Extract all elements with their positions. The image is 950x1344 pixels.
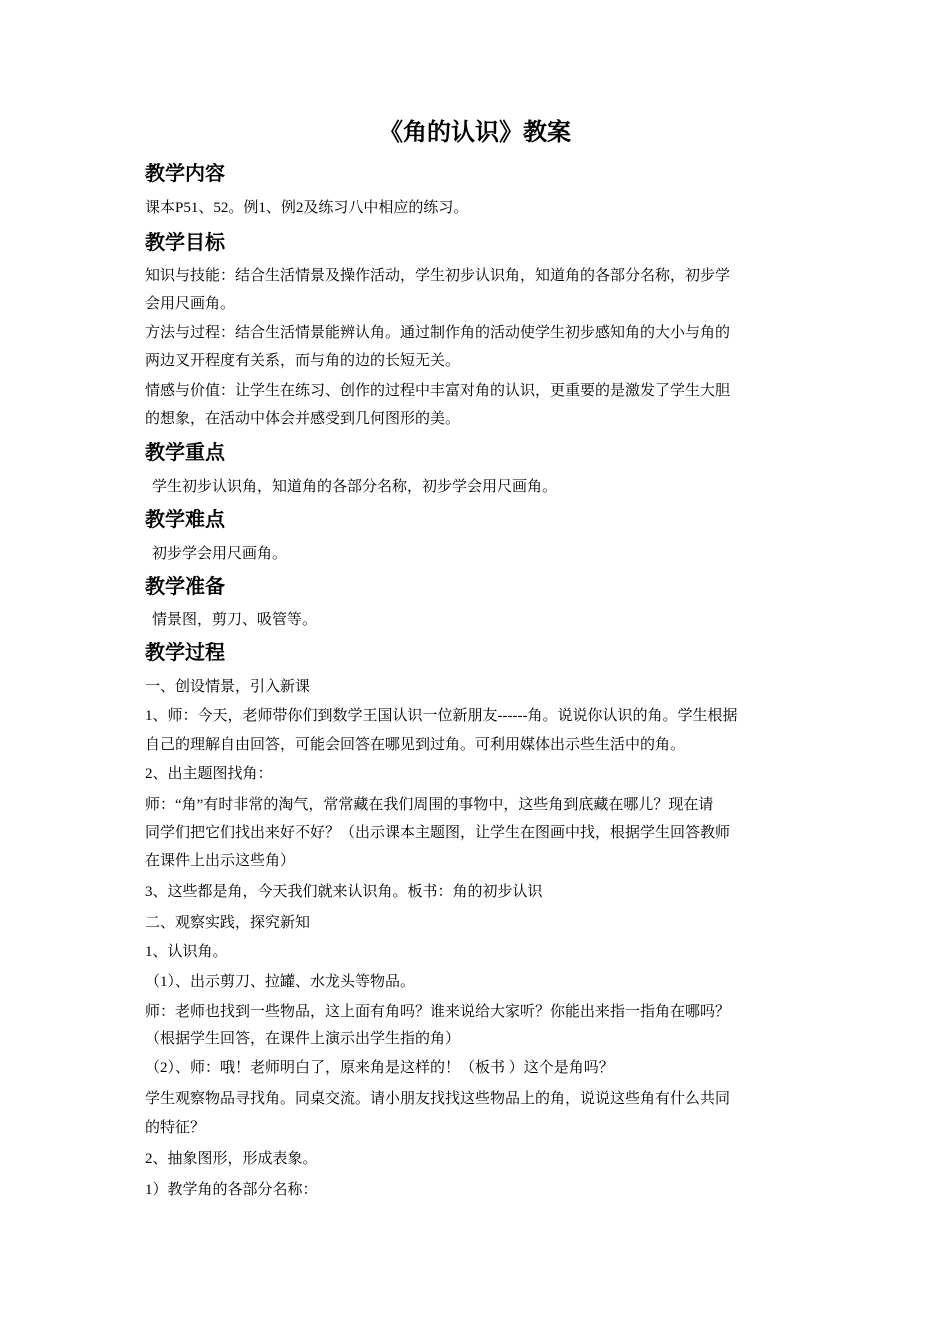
paragraph-line: 的特征？	[145, 1120, 206, 1136]
paragraph-line: 2、抽象图形，形成表象。	[145, 1151, 318, 1167]
paragraph-line: 情感与价值：让学生在练习、创作的过程中丰富对角的认识，更重要的是激发了学生大胆	[145, 383, 731, 399]
paragraph-line: 师：“角”有时非常的淘气，常常藏在我们周围的事物中，这些角到底藏在哪儿？现在请	[145, 797, 714, 813]
paragraph-line: 初步学会用尺画角。	[152, 546, 288, 562]
heading-key-points: 教学重点	[145, 440, 225, 464]
paragraph-line: 3、这些都是角，今天我们就来认识角。板书：角的初步认识	[145, 884, 543, 900]
paragraph-line: 知识与技能：结合生活情景及操作活动，学生初步认识角，知道角的各部分名称，初步学	[145, 268, 731, 284]
paragraph-line: 自己的理解自由回答，可能会回答在哪见到过角。可利用媒体出示些生活中的角。	[145, 737, 686, 753]
paragraph-line: 2、出主题图找角：	[145, 766, 273, 782]
paragraph-line: 在课件上出示这些角）	[145, 853, 296, 869]
heading-difficulties: 教学难点	[145, 507, 225, 531]
paragraph-line: 1、师：今天，老师带你们到数学王国认识一位新朋友------角。说说你认识的角。学生根据	[145, 708, 738, 724]
paragraph-line: （2）、师：哦！老师明白了，原来角是这样的！（板书 ）这个是角吗？	[145, 1060, 614, 1076]
paragraph-line: 1）教学角的各部分名称：	[145, 1182, 318, 1198]
paragraph-line: （1）、出示剪刀、拉罐、水龙头等物品。	[145, 974, 416, 990]
paragraph-line: 1、认识角。	[145, 944, 228, 960]
paragraph-line: 两边叉开程度有关系，而与角的边的长短无关。	[145, 353, 461, 369]
paragraph-line: 学生初步认识角，知道角的各部分名称，初步学会用尺画角。	[152, 479, 558, 495]
paragraph-line: （根据学生回答，在课件上演示出学生指的角）	[145, 1031, 461, 1047]
heading-teaching-goals: 教学目标	[145, 230, 225, 254]
paragraph-line: 课本P51、52。例1、例2及练习八中相应的练习。	[145, 200, 469, 216]
paragraph-line: 的想象，在活动中体会并感受到几何图形的美。	[145, 411, 461, 427]
paragraph-line: 同学们把它们找出来好不好？（出示课本主题图，让学生在图画中找，根据学生回答教师	[145, 825, 731, 841]
paragraph-line: 一、创设情景，引入新课	[145, 679, 311, 695]
paragraph-line: 二、观察实践，探究新知	[145, 915, 311, 931]
paragraph-line: 情景图，剪刀、吸管等。	[152, 612, 318, 628]
paragraph-line: 方法与过程：结合生活情景能辨认角。通过制作角的活动使学生初步感知角的大小与角的	[145, 325, 731, 341]
heading-teaching-content: 教学内容	[145, 161, 225, 185]
paragraph-line: 师：老师也找到一些物品，这上面有角吗？谁来说给大家听？你能出来指一指角在哪吗？	[145, 1004, 731, 1020]
heading-preparation: 教学准备	[145, 574, 225, 598]
paragraph-line: 会用尺画角。	[145, 296, 236, 312]
heading-teaching-process: 教学过程	[145, 640, 225, 664]
document-title: 《角的认识》教案	[379, 118, 571, 146]
paragraph-line: 学生观察物品寻找角。同桌交流。请小朋友找找这些物品上的角，说说这些角有什么共同	[145, 1091, 731, 1107]
